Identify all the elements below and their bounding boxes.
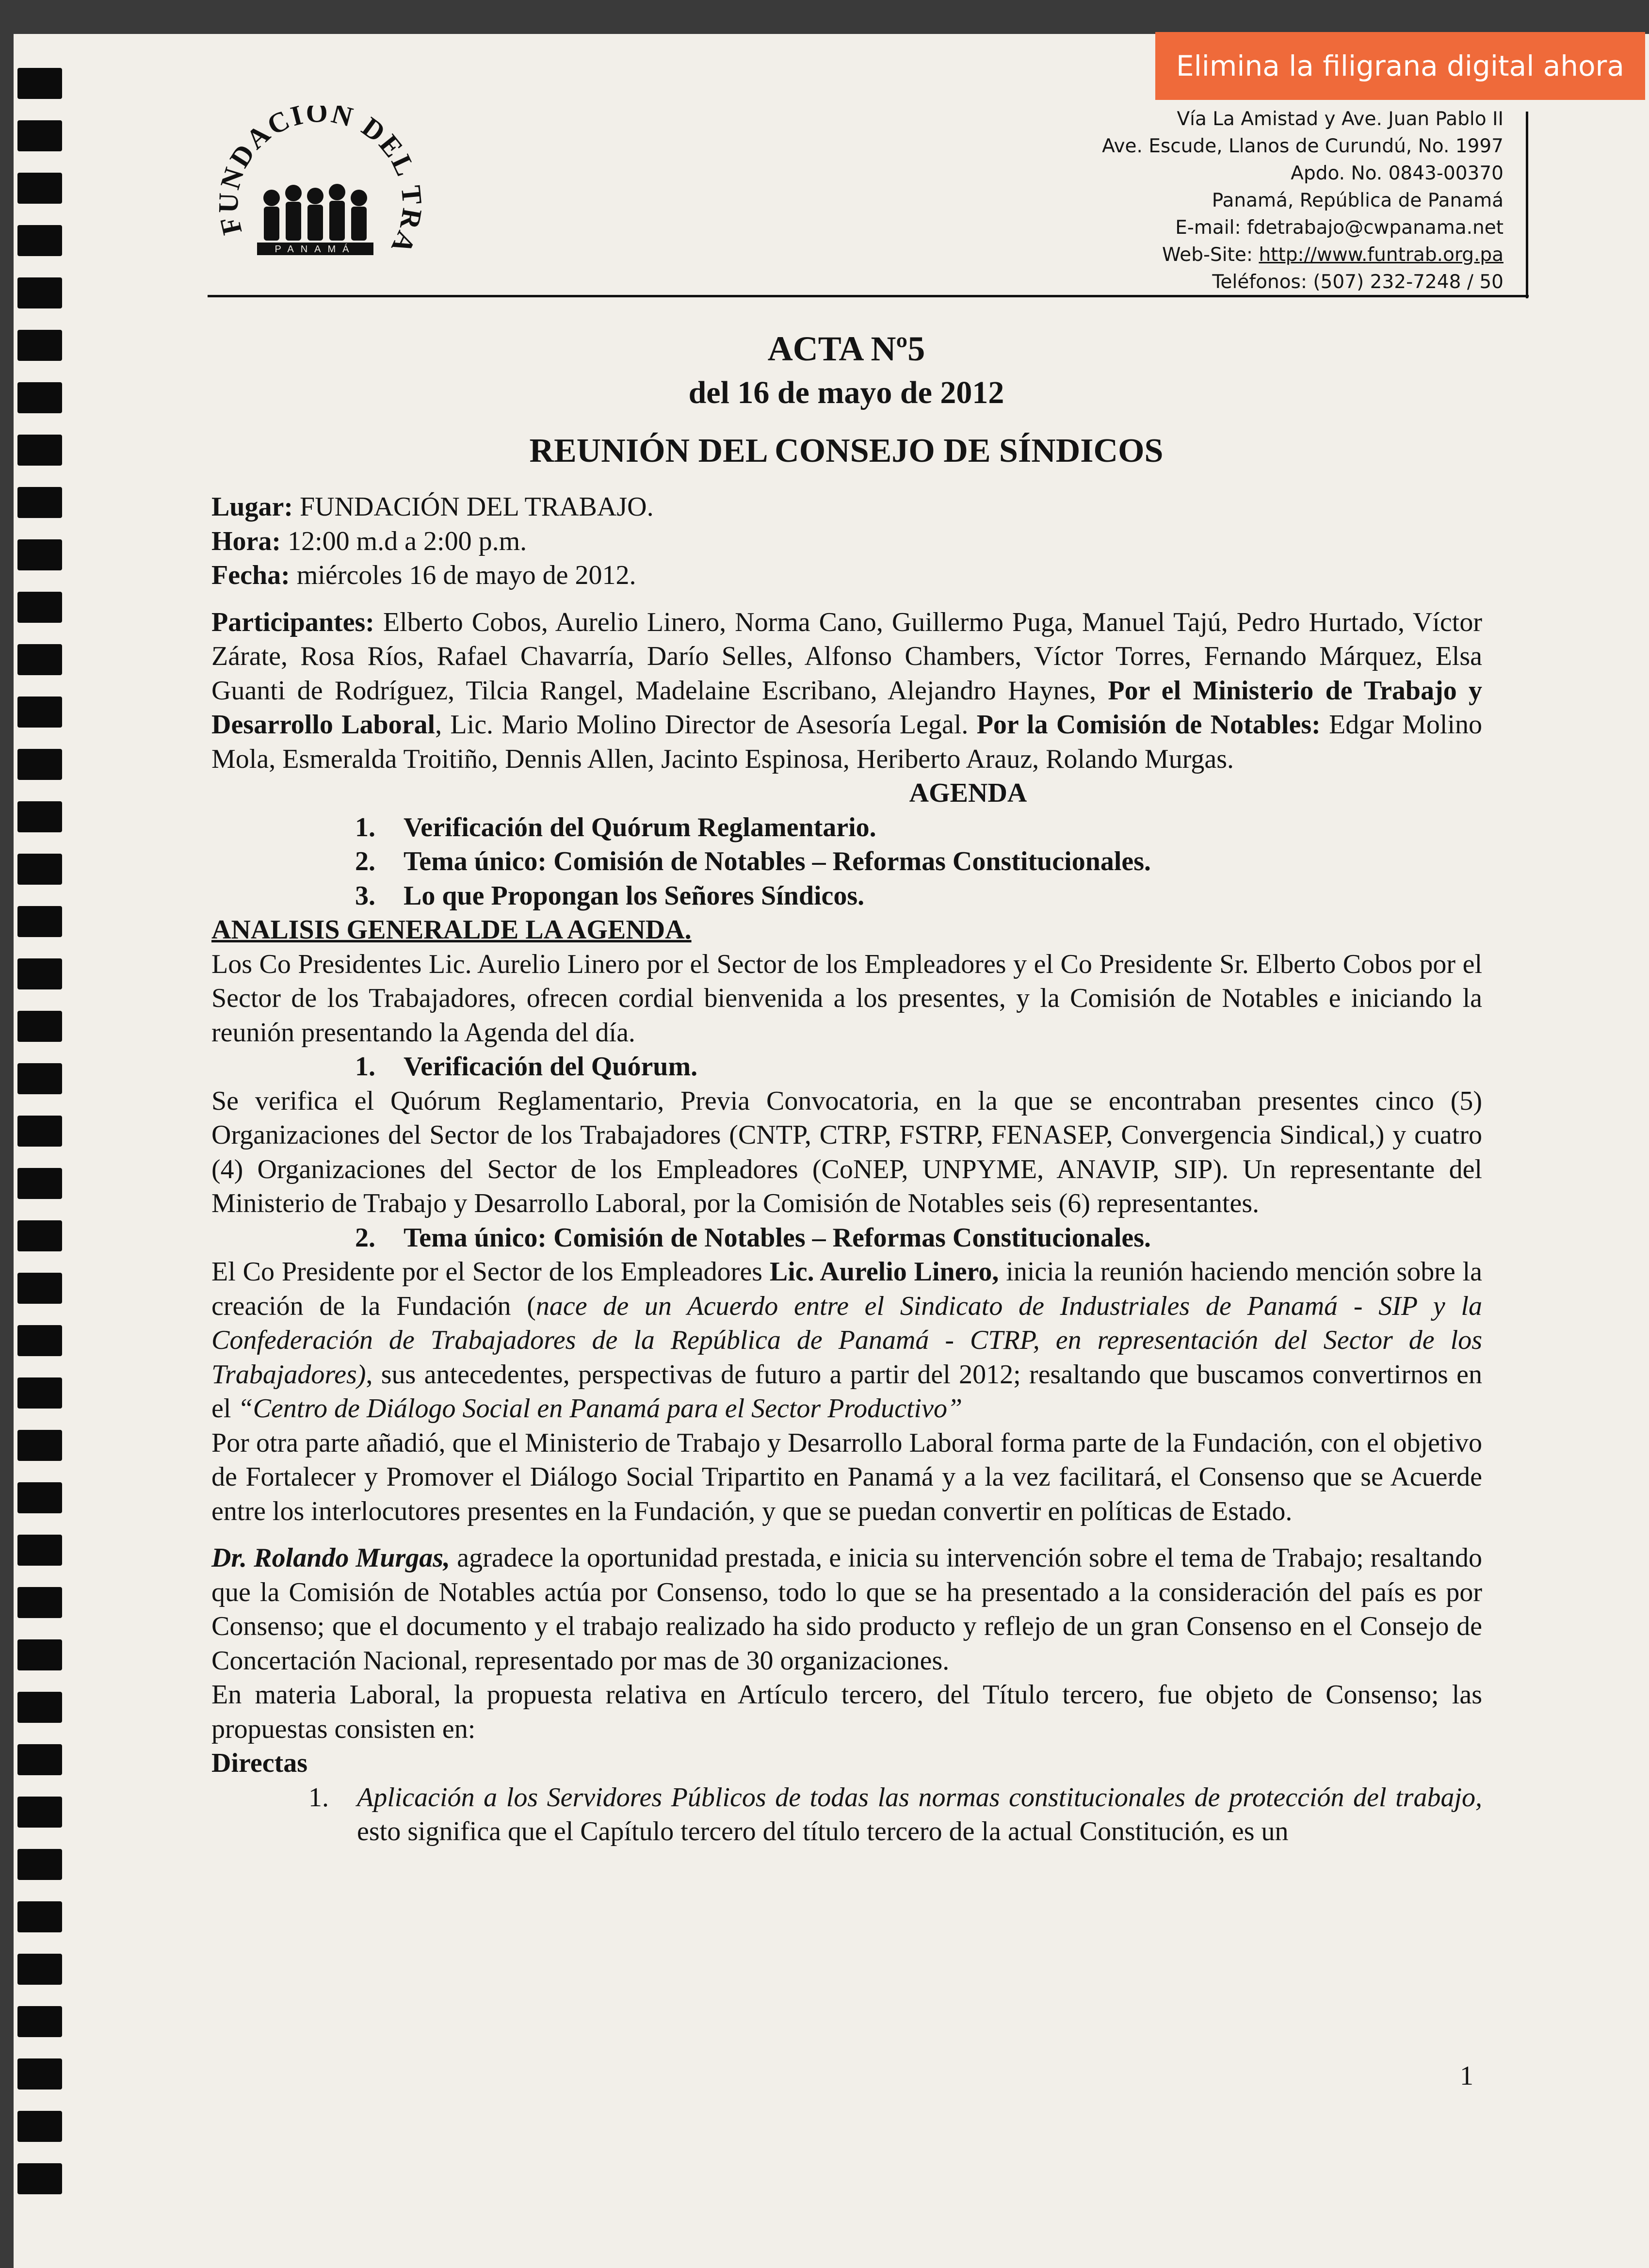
section-quorum-heading: 1. Verificación del Quórum. xyxy=(355,1052,698,1082)
foundation-logo xyxy=(213,106,427,280)
quorum-paragraph: Se verifica el Quórum Reglamentario, Previa Convocatoria, en la que se encontraban presentes cinco (5) Organizaciones del Sector de los Trabajadores (CNTP, CTRP, FSTRP, FENASEP, Convergencia Sindical,) y cuatro (4) Organizaciones del Sector de los Empleadores (CoNEP, UNPYME, ANAVIP, SIP). Un representante del Ministerio de Trabajo y Desarrollo Laboral, por la Comisión de Notables seis (6) representantes. xyxy=(211,1085,1482,1218)
binding-coil xyxy=(17,277,62,308)
address-line: Apdo. No. 0843-00370 xyxy=(1291,162,1504,184)
participants-paragraph: Participantes: Elberto Cobos, Aurelio Linero, Norma Cano, Guillermo Puga, Manuel Tajú, Pedro Hurtado, Víctor Zárate, Rosa Ríos, Rafael Chavarría, Darío Selles, Alfonso Chambers, Víctor Torres, Fernando Márquez, Elsa Guanti de Rodríguez, Tilcia Rangel, Madelaine Escribano, Alejandro Haynes, Por el Ministerio de Trabajo y Desarrollo Laboral, Lic. Mario Molino Director de Asesoría Legal. Por la Comisión de Notables: Edgar Molino Mola, Esmeralda Troitiño, Dennis Allen, Jacinto Espinosa, Heriberto Arauz, Rolando Murgas. xyxy=(211,607,1483,774)
binding-coil xyxy=(17,1273,62,1304)
logo-arc-text: FUNDACIÓN DEL TRA xyxy=(213,106,427,260)
binding-coil xyxy=(17,2058,62,2090)
remove-watermark-button[interactable]: Elimina la filigrana digital ahora xyxy=(1155,32,1645,100)
binding-coil xyxy=(17,1901,62,1932)
laboral-paragraph: En materia Laboral, la propuesta relativa en Artículo tercero, del Título tercero, fue objeto de Consenso; las propuestas consisten en: xyxy=(211,1680,1482,1744)
binding-coil xyxy=(17,1849,62,1880)
binding-coil xyxy=(17,1377,62,1409)
address-line: Vía La Amistad y Ave. Juan Pablo II xyxy=(1177,108,1504,130)
binding-coil xyxy=(17,749,62,780)
agenda-item: 2. Tema único: Comisión de Notables – Reformas Constitucionales. xyxy=(355,846,1151,876)
directas-item: 1. Aplicación a los Servidores Públicos de todas las normas constitucionales de protección del trabajo, esto significa que el Capítulo tercero del título tercero de la actual Constitución, es un xyxy=(308,1782,1482,1847)
agenda-item: 3. Lo que Propongan los Señores Síndicos. xyxy=(355,880,865,911)
binding-coil xyxy=(17,2111,62,2142)
binding-coil xyxy=(17,1744,62,1775)
binding-coil xyxy=(17,644,62,675)
analysis-intro: Los Co Presidentes Lic. Aurelio Linero por el Sector de los Empleadores y el Co Presidente Sr. Elberto Cobos por el Sector de los Trabajadores, ofrecen cordial bienvenida a los presentes, y la Comisión de Notables e iniciando la reunión presentando la Agenda del día. xyxy=(211,949,1482,1048)
murgas-paragraph: Dr. Rolando Murgas, agradece la oportunidad prestada, e inicia su intervención sobre el tema de Trabajo; resaltando que la Comisión de Notables actúa por Consenso, todo lo que se ha presentado a la consideración del país es por Consenso; que el documento y el trabajo realizado ha sido producto y reflejo de un gran Consenso en el Consejo de Concertación Nacional, representado por mas de 30 organizaciones. xyxy=(211,1543,1482,1676)
binding-coil xyxy=(17,1692,62,1723)
ministry-paragraph: Por otra parte añadió, que el Ministerio de Trabajo y Desarrollo Laboral forma parte de la Fundación, con el objetivo de Fortalecer y Promover el Diálogo Social Tripartito en Panamá y a la vez facilitará, el Consenso que se Acuerde entre los interlocutores presentes en la Fundación, y que se puedan convertir en políticas de Estado. xyxy=(211,1427,1482,1526)
binding-coil xyxy=(17,592,62,623)
binding-coil xyxy=(17,120,62,151)
binding-coil xyxy=(17,330,62,361)
meeting-title: REUNIÓN DEL CONSEJO DE SÍNDICOS xyxy=(529,432,1164,470)
directas-list xyxy=(211,1781,1482,1849)
acta-date: del 16 de mayo de 2012 xyxy=(688,375,1004,410)
page-number: 1 xyxy=(1460,2061,1473,2091)
address-line: Panamá, República de Panamá xyxy=(1212,190,1504,211)
acta-title: ACTA Nº5 xyxy=(767,329,925,368)
binding-coil xyxy=(17,173,62,204)
agenda-item: 1. Verificación del Quórum Reglamentario. xyxy=(355,812,876,842)
logo-sub-text: PANAMÁ xyxy=(275,244,356,255)
binding-coil xyxy=(17,1535,62,1566)
document-body xyxy=(211,490,1482,1849)
meta-hora: Hora: 12:00 m.d a 2:00 p.m. xyxy=(211,526,527,556)
agenda-title: AGENDA xyxy=(909,778,1027,808)
binding-coil xyxy=(17,1430,62,1461)
binding-coil xyxy=(17,1063,62,1094)
linero-paragraph: El Co Presidente por el Sector de los Empleadores Lic. Aurelio Linero, inicia la reunión haciendo mención sobre la creación de la Fundación (nace de un Acuerdo entre el Sindicato de Industriales de Panamá - SIP y la Confederación de Trabajadores de la República de Panamá - CTRP, en representación del Sector de los Trabajadores), sus antecedentes, perspectivas de futuro a partir del 2012; resaltando que buscamos convertirnos en el “Centro de Diálogo Social en Panamá para el Sector Productivo” xyxy=(211,1257,1482,1424)
binding-coil xyxy=(17,2163,62,2194)
binding-coil xyxy=(17,382,62,413)
binding-coil xyxy=(17,697,62,728)
meta-fecha: Fecha: miércoles 16 de mayo de 2012. xyxy=(211,560,636,590)
scan-edge-top xyxy=(0,0,1649,34)
phones-line: Teléfonos: (507) 232-7248 / 50 xyxy=(1212,271,1504,293)
binding-coil xyxy=(17,487,62,518)
binding-coil xyxy=(17,1639,62,1670)
binding-coil xyxy=(17,1482,62,1513)
address-line: Ave. Escude, Llanos de Curundú, No. 1997 xyxy=(1102,135,1504,157)
binding-coil xyxy=(17,958,62,989)
binding-coil xyxy=(17,435,62,466)
binding-coil xyxy=(17,1587,62,1618)
analysis-title: ANALISIS GENERALDE LA AGENDA. xyxy=(211,915,692,945)
binding-coil xyxy=(17,906,62,937)
binding-coil xyxy=(17,68,62,99)
header-rule xyxy=(208,295,1529,297)
email-line: E-mail: fdetrabajo@cwpanama.net xyxy=(1175,217,1504,239)
binding-coil xyxy=(17,1325,62,1356)
binding-coil xyxy=(17,225,62,256)
binding-coil xyxy=(17,1220,62,1251)
binding-coil xyxy=(17,2006,62,2037)
binding-coil xyxy=(17,1011,62,1042)
binding-coil xyxy=(17,1954,62,1985)
binding-coil xyxy=(17,539,62,570)
binding-coil xyxy=(17,854,62,885)
binding-coil xyxy=(17,801,62,832)
binding-coil xyxy=(17,1797,62,1828)
meta-lugar: Lugar: FUNDACIÓN DEL TRABAJO. xyxy=(211,492,654,522)
website-link[interactable]: http://www.funtrab.org.pa xyxy=(1259,244,1504,266)
section-tema-heading: 2. Tema único: Comisión de Notables – Reformas Constitucionales. xyxy=(355,1222,1151,1253)
spiral-binding xyxy=(0,68,68,2251)
binding-coil xyxy=(17,1116,62,1147)
address-block xyxy=(1102,106,1504,296)
directas-heading: Directas xyxy=(211,1748,307,1778)
website-line: Web-Site: http://www.funtrab.org.pa xyxy=(1162,244,1504,266)
agenda-list xyxy=(211,810,1482,913)
binding-coil xyxy=(17,1168,62,1199)
header-rule-vertical xyxy=(1526,112,1528,298)
